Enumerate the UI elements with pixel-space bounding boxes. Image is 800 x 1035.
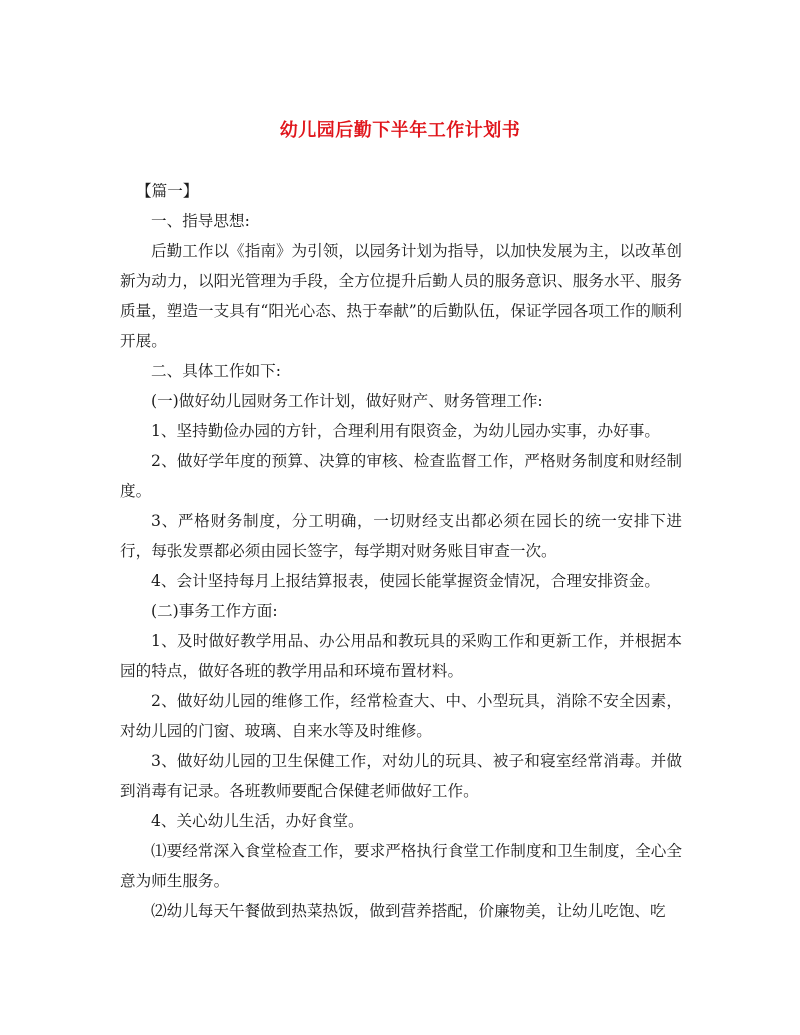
paragraph: 2、做好学年度的预算、决算的审核、检查监督工作，严格财务制度和财经制度。 (120, 452, 682, 500)
paragraph: 3、严格财务制度，分工明确，一切财经支出都必须在园长的统一安排下进行，每张发票都必须由园长签字，每学期对财务账目审查一次。 (120, 512, 682, 560)
paragraph: 4、会计坚持每月上报结算报表，使园长能掌握资金情况，合理安排资金。 (151, 572, 660, 590)
paragraph-subheading: (二)事务工作方面: (151, 602, 278, 620)
paragraph-heading: 二、具体工作如下: (151, 362, 282, 380)
paragraph: 后勤工作以《指南》为引领，以园务计划为指导，以加快发展为主，以改革创新为动力，以阳光管理为手段，全方位提升后勤人员的服务意识、服务水平、服务质量，塑造一支具有“阳光心态、热于奉献”的后勤队伍，保证学园各项工作的顺利开展。 (120, 242, 682, 350)
paragraph-heading: 一、指导思想: (151, 212, 250, 230)
document-title: 幼儿园后勤下半年工作计划书 (279, 120, 521, 141)
paragraph: 2、做好幼儿园的维修工作，经常检查大、中、小型玩具，消除不安全因素，对幼儿园的门窗、玻璃、自来水等及时维修。 (120, 692, 682, 740)
document-body (120, 176, 682, 926)
paragraph: 1、及时做好教学用品、办公用品和教玩具的采购工作和更新工作，并根据本园的特点，做好各班的教学用品和环境布置材料。 (120, 632, 682, 680)
paragraph: ⑴要经常深入食堂检查工作，要求严格执行食堂工作制度和卫生制度，全心全意为师生服务。 (120, 842, 682, 890)
paragraph: 4、关心幼儿生活，办好食堂。 (151, 812, 364, 830)
section-heading: 【篇一】 (136, 182, 199, 200)
paragraph: 1、坚持勤俭办园的方针，合理利用有限资金，为幼儿园办实事，办好事。 (151, 422, 660, 440)
paragraph: ⑵幼儿每天午餐做到热菜热饭，做到营养搭配，价廉物美，让幼儿吃饱、吃 (151, 902, 666, 920)
paragraph: 3、做好幼儿园的卫生保健工作，对幼儿的玩具、被子和寝室经常消毒。并做到消毒有记录。各班教师要配合保健老师做好工作。 (120, 752, 682, 800)
paragraph-subheading: (一)做好幼儿园财务工作计划，做好财产、财务管理工作: (151, 392, 543, 410)
